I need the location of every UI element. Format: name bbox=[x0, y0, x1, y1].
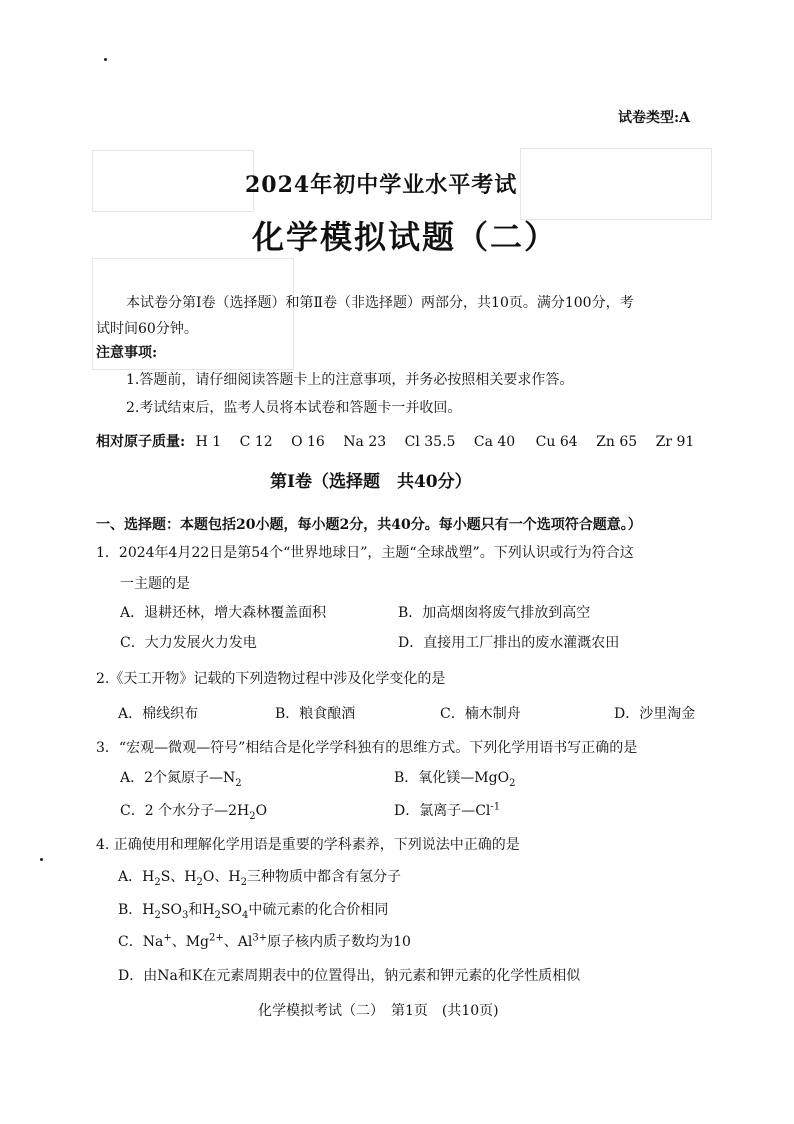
q3-option-a-text: A．2个氮原子—N bbox=[120, 770, 236, 786]
paper-type-label: 试卷类型:A bbox=[618, 110, 691, 126]
notes-item-1: 1.答题前，请仔细阅读答题卡上的注意事项，并务必按照相关要求作答。 bbox=[126, 372, 574, 388]
q3-option-c-post: O bbox=[255, 803, 268, 819]
show-through-box-left bbox=[92, 150, 254, 212]
atomic-mass-zn: Zn 65 bbox=[596, 434, 638, 450]
atomic-mass-o: O 16 bbox=[291, 434, 325, 450]
atomic-mass-ca: Ca 40 bbox=[473, 434, 516, 450]
q4-b-p1: B．H bbox=[118, 902, 155, 918]
q3-option-d-text: D．氯离子—Cl bbox=[394, 803, 491, 819]
q3-option-c-sub: 2 bbox=[249, 810, 256, 822]
q2-option-a: A．棉线织布 bbox=[118, 706, 199, 722]
q4-b-s3: 2 bbox=[214, 909, 221, 921]
q4-c-u2: 2+ bbox=[209, 932, 224, 944]
q4-b-p5: 中硫元素的化合价相同 bbox=[248, 902, 389, 918]
intro-line-2: 试时间60分钟。 bbox=[96, 321, 198, 337]
page-footer: 化学模拟考试（二） 第1页 (共10页) bbox=[258, 1003, 499, 1019]
exam-subtitle: 化学模拟试题（二） bbox=[252, 218, 559, 256]
q4-c-u3: 3+ bbox=[252, 932, 268, 944]
q3-option-a bbox=[120, 767, 242, 789]
q3-stem: 3．“宏观—微观—符号”相结合是化学学科独有的思维方式。下列化学用语书写正确的是 bbox=[96, 740, 638, 756]
q1-option-a: A．退耕还林，增大森林覆盖面积 bbox=[120, 605, 327, 621]
q1-option-c: C．大力发展火力发电 bbox=[120, 635, 257, 651]
q4-c-u1: + bbox=[163, 932, 172, 944]
atomic-mass-c: C 12 bbox=[239, 434, 273, 450]
q4-c-p1: C．Na bbox=[118, 934, 164, 950]
q4-stem: 4. 正确使用和理解化学用语是重要的学科素养，下列说法中正确的是 bbox=[96, 837, 520, 853]
atomic-mass-h: H 1 bbox=[195, 434, 222, 450]
q2-option-d: D．沙里淘金 bbox=[614, 706, 696, 722]
q4-option-d: D．由Na和K在元素周期表中的位置得出，钠元素和钾元素的化学性质相似 bbox=[118, 968, 581, 984]
atomic-masses-label: 相对原子质量: bbox=[96, 434, 186, 450]
q4-b-p2: SO bbox=[160, 902, 182, 918]
q4-option-a bbox=[118, 866, 401, 888]
exam-title: 2024年初中学业水平考试 bbox=[245, 172, 518, 198]
q4-b-p4: SO bbox=[220, 902, 242, 918]
q4-option-c bbox=[118, 931, 411, 951]
q1-stem-line-1: 1．2024年4月22日是第54个“世界地球日”，主题“全球战塑”。下列认识或行为符合这 bbox=[96, 545, 634, 561]
q3-option-c bbox=[120, 800, 267, 822]
atomic-mass-na: Na 23 bbox=[343, 434, 387, 450]
q3-option-d-sup: -1 bbox=[490, 801, 501, 813]
q4-a-s2: 2 bbox=[196, 876, 203, 888]
q2-option-c: C．楠木制舟 bbox=[440, 706, 521, 722]
q3-option-b-text: B．氧化镁—MgO bbox=[394, 770, 510, 786]
speck bbox=[40, 858, 43, 861]
q4-c-p3: 、Al bbox=[223, 934, 253, 950]
show-through-box-right bbox=[520, 148, 712, 220]
q4-option-b bbox=[118, 899, 388, 921]
q3-option-c-pre: C．2 个水分子—2H bbox=[120, 803, 250, 819]
q2-stem: 2.《天工开物》记载的下列造物过程中涉及化学变化的是 bbox=[96, 671, 446, 687]
q4-a-p2: S、H bbox=[160, 869, 197, 885]
intro-line-1: 本试卷分第Ⅰ卷（选择题）和第Ⅱ卷（非选择题）两部分，共10页。满分100分，考 bbox=[126, 295, 634, 311]
q4-b-s4: 4 bbox=[242, 909, 249, 921]
q4-a-s1: 2 bbox=[154, 876, 161, 888]
q3-option-b-sub: 2 bbox=[509, 777, 516, 789]
q1-option-b: B．加高烟囱将废气排放到高空 bbox=[398, 605, 591, 621]
atomic-mass-zr: Zr 91 bbox=[655, 434, 695, 450]
q4-a-p3: O、H bbox=[202, 869, 241, 885]
q3-option-b bbox=[394, 767, 515, 789]
atomic-mass-cu: Cu 64 bbox=[535, 434, 578, 450]
section-1-title: 第Ⅰ卷（选择题 共40分） bbox=[270, 472, 472, 492]
q4-a-p4: 三种物质中都含有氢分子 bbox=[246, 869, 401, 885]
q4-b-s2: 3 bbox=[181, 909, 189, 921]
speck bbox=[104, 58, 107, 61]
q4-c-p2: 、Mg bbox=[171, 934, 209, 950]
notes-heading: 注意事项: bbox=[96, 345, 158, 361]
q3-option-d bbox=[394, 800, 500, 820]
q4-b-s1: 2 bbox=[154, 909, 161, 921]
q2-option-b: B．粮食酿酒 bbox=[275, 706, 356, 722]
notes-item-2: 2.考试结束后，监考人员将本试卷和答题卡一并收回。 bbox=[126, 400, 462, 416]
q1-stem-line-2: 一主题的是 bbox=[120, 576, 190, 592]
q4-b-p3: 和H bbox=[188, 902, 215, 918]
section-1-instruction: 一、选择题：本题包括20小题，每小题2分，共40分。每小题只有一个选项符合题意。） bbox=[96, 517, 642, 533]
q4-c-p4: 原子核内质子数均为10 bbox=[267, 934, 411, 950]
q3-option-a-sub: 2 bbox=[235, 777, 242, 789]
atomic-masses-row bbox=[96, 431, 694, 451]
atomic-mass-cl: Cl 35.5 bbox=[404, 434, 456, 450]
q4-a-s3: 2 bbox=[240, 876, 247, 888]
q4-a-p1: A．H bbox=[118, 869, 155, 885]
q1-option-d: D．直接用工厂排出的废水灌溉农田 bbox=[398, 635, 620, 651]
